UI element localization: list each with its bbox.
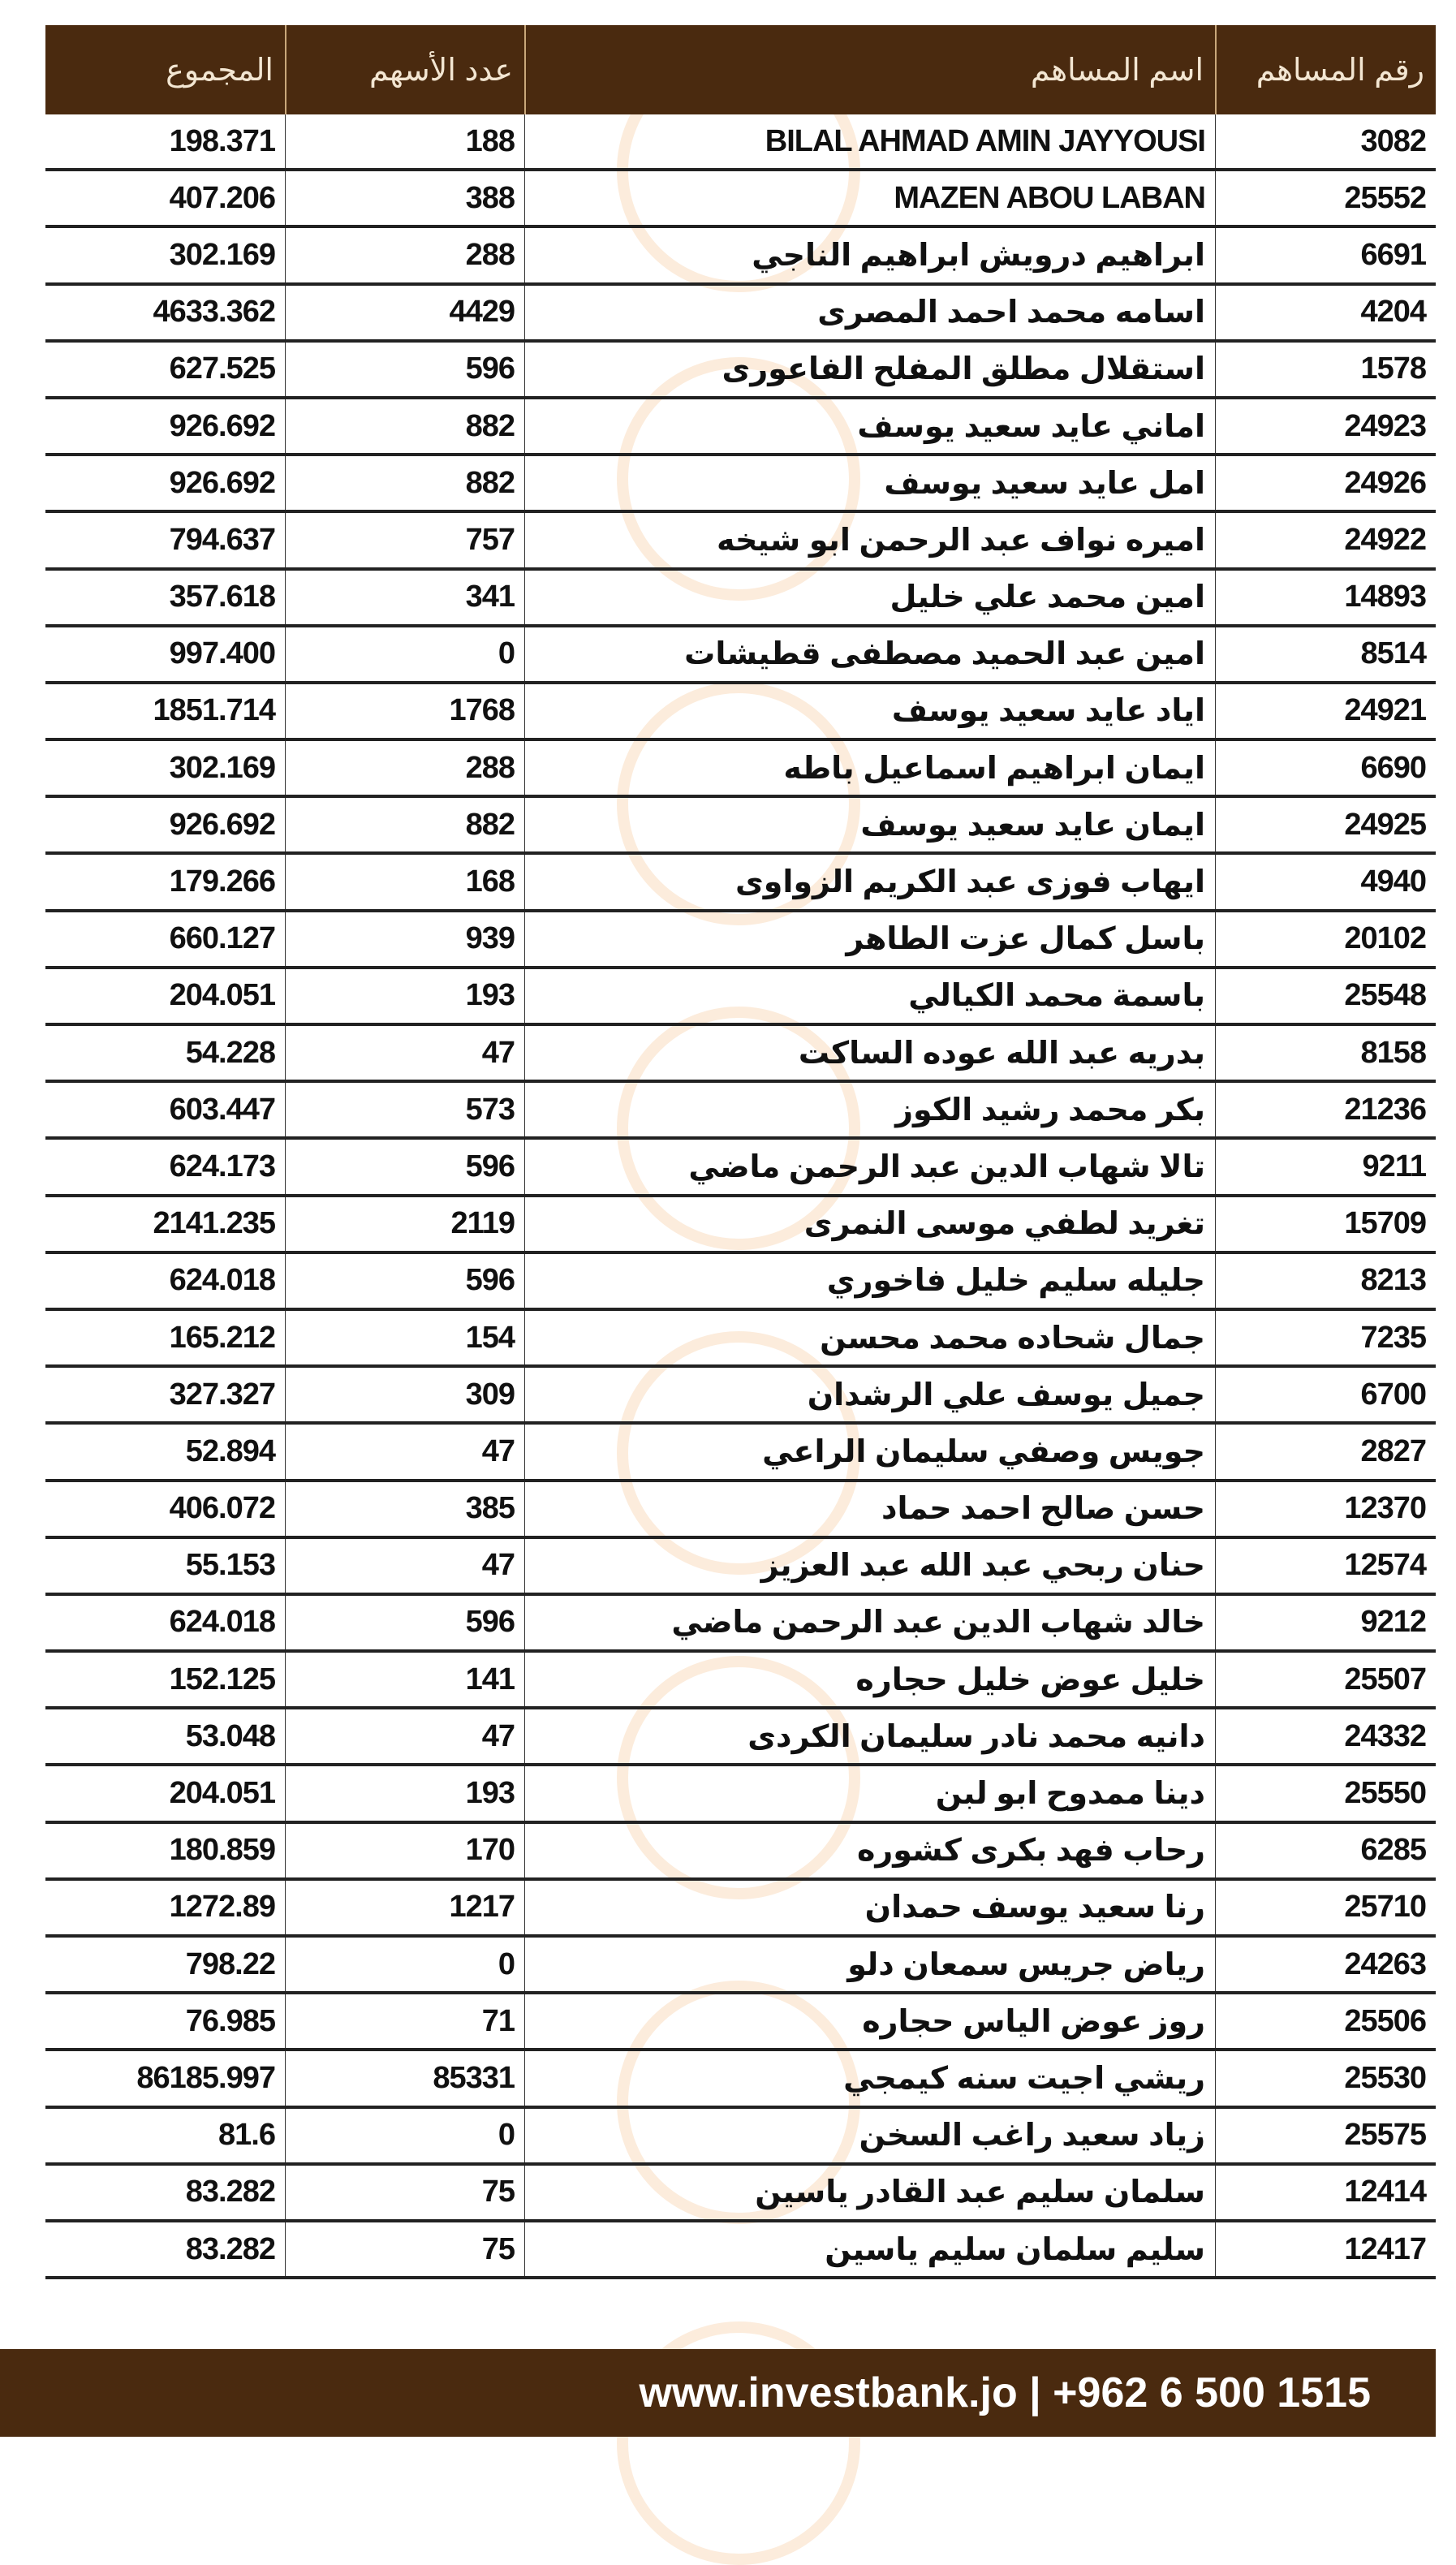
cell-shareholder-name: حنان ربحي عبد الله عبد العزيز (524, 1539, 1215, 1593)
cell-shares-count: 170 (285, 1824, 524, 1877)
table-row (45, 1596, 1436, 1653)
cell-shares-count: 0 (285, 2109, 524, 2162)
cell-shareholder-name: رنا سعيد يوسف حمدان (524, 1881, 1215, 1934)
table-row (45, 1425, 1436, 1481)
cell-total: 926.692 (169, 465, 275, 500)
table-row (45, 399, 1436, 456)
cell-shares-count: 47 (285, 1026, 524, 1080)
table-row (45, 1311, 1436, 1368)
cell-shareholder-id: 12370 (1215, 1482, 1436, 1536)
cell-total: 627.525 (169, 351, 275, 386)
cell-total: 165.212 (169, 1320, 275, 1355)
cell-shares-count: 2119 (285, 1197, 524, 1251)
table-row (45, 1368, 1436, 1425)
table-row (45, 1140, 1436, 1196)
table-row (45, 1824, 1436, 1881)
cell-shareholder-id: 24332 (1215, 1709, 1436, 1763)
cell-shares-count: 188 (285, 114, 524, 168)
cell-shareholder-name: بكر محمد رشيد الكوز (524, 1083, 1215, 1136)
cell-shareholder-name: جويس وصفي سليمان الراعي (524, 1425, 1215, 1478)
table-row (45, 2109, 1436, 2166)
table-row (45, 2222, 1436, 2279)
cell-shareholder-name: سلمان سليم عبد القادر ياسين (524, 2166, 1215, 2219)
cell-total: 204.051 (169, 1776, 275, 1811)
cell-shareholder-name: ايهاب فوزى عبد الكريم الزواوى (524, 855, 1215, 908)
cell-shareholder-id: 6285 (1215, 1824, 1436, 1877)
cell-shareholder-id: 2827 (1215, 1425, 1436, 1478)
cell-shares-count: 47 (285, 1539, 524, 1593)
cell-shareholder-id: 4940 (1215, 855, 1436, 908)
cell-shareholder-name: حسن صالح احمد حماد (524, 1482, 1215, 1536)
cell-total: 180.859 (169, 1833, 275, 1868)
cell-shares-count: 47 (285, 1709, 524, 1763)
table-row (45, 798, 1436, 855)
cell-total: 204.051 (169, 978, 275, 1013)
cell-shares-count: 596 (285, 1140, 524, 1193)
header-shares-count: عدد الأسهم (285, 25, 524, 114)
cell-shareholder-name: جميل يوسف علي الرشدان (524, 1368, 1215, 1421)
table-row (45, 1653, 1436, 1709)
cell-shareholder-id: 12414 (1215, 2166, 1436, 2219)
cell-total: 660.127 (169, 921, 275, 956)
table-row (45, 114, 1436, 171)
cell-total: 81.6 (218, 2118, 275, 2153)
cell-total: 407.206 (169, 180, 275, 215)
cell-shareholder-id: 8158 (1215, 1026, 1436, 1080)
table-row (45, 912, 1436, 969)
cell-shareholder-id: 3082 (1215, 114, 1436, 168)
cell-shareholder-id: 25530 (1215, 2051, 1436, 2105)
cell-shareholder-name: بدريه عبد الله عوده الساكت (524, 1026, 1215, 1080)
cell-total: 2141.235 (153, 1206, 275, 1241)
cell-shareholder-name: باسل كمال عزت الطاهر (524, 912, 1215, 966)
cell-total: 179.266 (169, 864, 275, 899)
cell-shareholder-id: 24263 (1215, 1938, 1436, 1991)
cell-shareholder-name: ريشي اجيت سنه كيمجي (524, 2051, 1215, 2105)
cell-shareholder-name: دانيه محمد نادر سليمان الكردى (524, 1709, 1215, 1763)
cell-shareholder-name: اسامه محمد احمد المصرى (524, 286, 1215, 339)
cell-total: 52.894 (185, 1433, 275, 1468)
cell-shares-count: 0 (285, 627, 524, 681)
footer-contact: www.investbank.jo | +962 6 500 1515 (639, 2369, 1371, 2416)
cell-shareholder-name: ايمان ابراهيم اسماعيل باطه (524, 741, 1215, 795)
cell-shares-count: 288 (285, 228, 524, 282)
cell-shareholder-name: BILAL AHMAD AMIN JAYYOUSI (524, 114, 1215, 168)
cell-total: 53.048 (185, 1718, 275, 1753)
cell-shareholder-name: باسمة محمد الكيالي (524, 969, 1215, 1023)
cell-shares-count: 596 (285, 343, 524, 396)
cell-shares-count: 341 (285, 571, 524, 624)
cell-shareholder-name: MAZEN ABOU LABAN (524, 171, 1215, 225)
cell-shareholder-id: 25507 (1215, 1653, 1436, 1706)
cell-shareholder-id: 9211 (1215, 1140, 1436, 1193)
cell-shares-count: 71 (285, 1994, 524, 2048)
table-row (45, 1482, 1436, 1539)
cell-shareholder-id: 21236 (1215, 1083, 1436, 1136)
cell-total: 4633.362 (153, 295, 275, 330)
shareholders-table (45, 25, 1436, 2279)
footer-bar (0, 2349, 1436, 2437)
cell-total: 357.618 (169, 580, 275, 614)
cell-shares-count: 75 (285, 2166, 524, 2219)
table-row (45, 1766, 1436, 1823)
cell-shareholder-name: روز عوض الياس حجاره (524, 1994, 1215, 2048)
table-row (45, 1539, 1436, 1596)
cell-shares-count: 75 (285, 2222, 524, 2276)
table-row (45, 2166, 1436, 2222)
cell-total: 86185.997 (136, 2060, 275, 2095)
cell-shareholder-id: 12574 (1215, 1539, 1436, 1593)
cell-shareholder-name: خالد شهاب الدين عبد الرحمن ماضي (524, 1596, 1215, 1649)
cell-shares-count: 882 (285, 399, 524, 453)
table-row (45, 969, 1436, 1026)
cell-shares-count: 193 (285, 969, 524, 1023)
cell-shareholder-name: امين عبد الحميد مصطفى قطيشات (524, 627, 1215, 681)
cell-shareholder-name: اميره نواف عبد الرحمن ابو شيخه (524, 513, 1215, 567)
cell-total: 624.018 (169, 1605, 275, 1640)
cell-shareholder-name: اماني عايد سعيد يوسف (524, 399, 1215, 453)
table-row (45, 741, 1436, 798)
cell-shares-count: 757 (285, 513, 524, 567)
table-row (45, 1881, 1436, 1938)
cell-total: 54.228 (185, 1035, 275, 1070)
cell-shares-count: 0 (285, 1938, 524, 1991)
table-row (45, 513, 1436, 570)
table-row (45, 1709, 1436, 1766)
cell-total: 926.692 (169, 807, 275, 842)
table-row (45, 627, 1436, 684)
cell-shareholder-id: 24926 (1215, 456, 1436, 510)
cell-shares-count: 1768 (285, 684, 524, 738)
cell-shareholder-id: 24923 (1215, 399, 1436, 453)
table-row (45, 571, 1436, 627)
cell-shareholder-id: 4204 (1215, 286, 1436, 339)
cell-total: 83.282 (185, 2175, 275, 2209)
cell-shareholder-id: 25550 (1215, 1766, 1436, 1820)
cell-shares-count: 47 (285, 1425, 524, 1478)
cell-total: 997.400 (169, 636, 275, 671)
table-row (45, 1994, 1436, 2051)
cell-total: 794.637 (169, 522, 275, 557)
cell-total: 152.125 (169, 1662, 275, 1696)
table-row (45, 343, 1436, 399)
table-row (45, 855, 1436, 912)
cell-shareholder-id: 25575 (1215, 2109, 1436, 2162)
cell-shareholder-id: 24921 (1215, 684, 1436, 738)
cell-shareholder-id: 25506 (1215, 1994, 1436, 2048)
cell-shares-count: 596 (285, 1254, 524, 1308)
cell-shares-count: 882 (285, 798, 524, 851)
cell-shares-count: 573 (285, 1083, 524, 1136)
cell-shareholder-id: 14893 (1215, 571, 1436, 624)
table-row (45, 1083, 1436, 1140)
cell-shareholder-name: امل عايد سعيد يوسف (524, 456, 1215, 510)
cell-shareholder-id: 8514 (1215, 627, 1436, 681)
cell-shares-count: 388 (285, 171, 524, 225)
table-body (45, 114, 1436, 2279)
cell-shares-count: 85331 (285, 2051, 524, 2105)
cell-shareholder-name: سليم سلمان سليم ياسين (524, 2222, 1215, 2276)
header-shareholder-name: اسم المساهم (524, 25, 1215, 114)
cell-shareholder-id: 8213 (1215, 1254, 1436, 1308)
cell-shareholder-id: 6700 (1215, 1368, 1436, 1421)
cell-total: 603.447 (169, 1092, 275, 1127)
cell-shares-count: 882 (285, 456, 524, 510)
cell-total: 624.173 (169, 1149, 275, 1183)
cell-shares-count: 1217 (285, 1881, 524, 1934)
cell-shareholder-name: رحاب فهد بكرى كشوره (524, 1824, 1215, 1877)
cell-shareholder-id: 9212 (1215, 1596, 1436, 1649)
cell-shareholder-name: استقلال مطلق المفلح الفاعورى (524, 343, 1215, 396)
cell-shareholder-name: جليله سليم خليل فاخوري (524, 1254, 1215, 1308)
cell-total: 1851.714 (153, 693, 275, 728)
table-row (45, 456, 1436, 513)
cell-shareholder-name: زياد سعيد راغب السخن (524, 2109, 1215, 2162)
cell-shareholder-id: 15709 (1215, 1197, 1436, 1251)
cell-shareholder-name: خليل عوض خليل حجاره (524, 1653, 1215, 1706)
cell-total: 83.282 (185, 2231, 275, 2266)
cell-shareholder-id: 7235 (1215, 1311, 1436, 1364)
cell-shareholder-id: 6691 (1215, 228, 1436, 282)
cell-shareholder-name: تغريد لطفي موسى النمرى (524, 1197, 1215, 1251)
cell-shares-count: 385 (285, 1482, 524, 1536)
table-row (45, 1254, 1436, 1311)
cell-shares-count: 193 (285, 1766, 524, 1820)
table-row (45, 228, 1436, 285)
cell-total: 302.169 (169, 237, 275, 272)
table-row (45, 1938, 1436, 1994)
cell-total: 926.692 (169, 408, 275, 443)
cell-shareholder-name: ابراهيم درويش ابراهيم الناجي (524, 228, 1215, 282)
cell-shareholder-id: 25552 (1215, 171, 1436, 225)
cell-shareholder-name: ايمان عايد سعيد يوسف (524, 798, 1215, 851)
cell-shareholder-id: 24922 (1215, 513, 1436, 567)
cell-shareholder-id: 24925 (1215, 798, 1436, 851)
table-row (45, 286, 1436, 343)
cell-shares-count: 4429 (285, 286, 524, 339)
cell-total: 327.327 (169, 1377, 275, 1412)
cell-shares-count: 154 (285, 1311, 524, 1364)
cell-shareholder-name: امين محمد علي خليل (524, 571, 1215, 624)
cell-shareholder-id: 1578 (1215, 343, 1436, 396)
cell-shares-count: 939 (285, 912, 524, 966)
header-total: المجموع (166, 53, 274, 88)
cell-shareholder-id: 12417 (1215, 2222, 1436, 2276)
cell-shareholder-name: رياض جريس سمعان دلو (524, 1938, 1215, 1991)
table-row (45, 171, 1436, 228)
cell-total: 198.371 (169, 123, 275, 158)
cell-total: 55.153 (185, 1548, 275, 1583)
cell-shareholder-id: 20102 (1215, 912, 1436, 966)
cell-shareholder-id: 25710 (1215, 1881, 1436, 1934)
table-row (45, 1026, 1436, 1083)
cell-shares-count: 288 (285, 741, 524, 795)
cell-shares-count: 596 (285, 1596, 524, 1649)
cell-shareholder-id: 25548 (1215, 969, 1436, 1023)
cell-total: 76.985 (185, 2003, 275, 2038)
table-header (45, 25, 1436, 114)
cell-shareholder-id: 6690 (1215, 741, 1436, 795)
cell-shareholder-name: دينا ممدوح ابو لبن (524, 1766, 1215, 1820)
cell-total: 302.169 (169, 750, 275, 785)
cell-shareholder-name: تالا شهاب الدين عبد الرحمن ماضي (524, 1140, 1215, 1193)
cell-total: 798.22 (185, 1946, 275, 1981)
cell-total: 624.018 (169, 1263, 275, 1298)
cell-total: 406.072 (169, 1491, 275, 1526)
cell-shares-count: 309 (285, 1368, 524, 1421)
table-row (45, 2051, 1436, 2108)
table-row (45, 1197, 1436, 1254)
header-shareholder-id: رقم المساهم (1215, 25, 1436, 114)
cell-shares-count: 141 (285, 1653, 524, 1706)
cell-shareholder-name: جمال شحاده محمد محسن (524, 1311, 1215, 1364)
cell-total: 1272.89 (169, 1890, 275, 1925)
cell-shares-count: 168 (285, 855, 524, 908)
cell-shareholder-name: اياد عايد سعيد يوسف (524, 684, 1215, 738)
table-row (45, 684, 1436, 741)
